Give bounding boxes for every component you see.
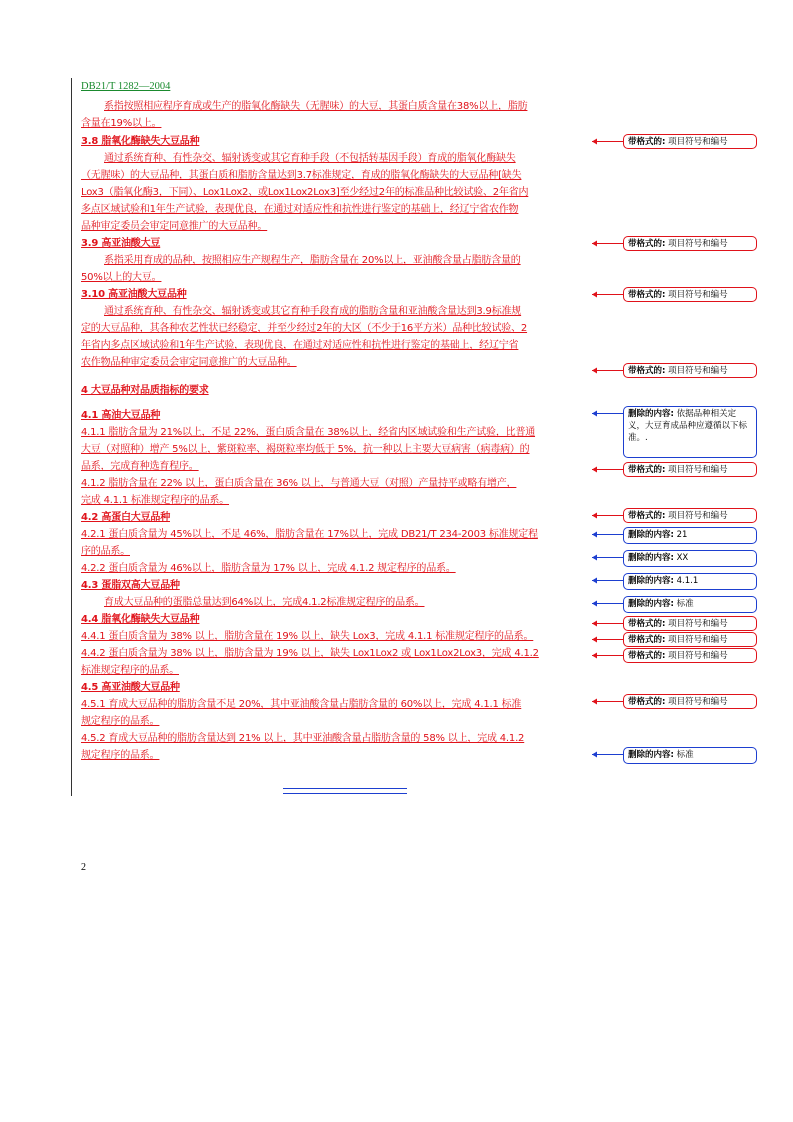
comment-value: 项目符号和编号	[665, 619, 728, 629]
comment-label: 删除的内容:	[628, 553, 674, 563]
comment-value: 项目符号和编号	[665, 239, 728, 249]
body-text-line: Lox3（脂氧化酶3，下同）、Lox1Lox2、或Lox1Lox2Lox3]至少经过2年的标准品种比较试验、2年省内	[81, 187, 529, 198]
body-text-line: 标准规定程序的品系。	[81, 665, 179, 676]
connector-arrowhead	[592, 555, 597, 561]
comment-label: 带格式的:	[628, 239, 666, 249]
footer-rule	[283, 788, 407, 794]
connector-arrowhead	[592, 411, 597, 417]
comment-label: 删除的内容:	[628, 750, 674, 760]
body-text-line: 系指按照相应程序育成或生产的脂氧化酶缺失（无腥味）的大豆，其蛋白质含量在38%以上，脂肪	[104, 101, 528, 112]
body-text-line: 4.1.1 脂肪含量为 21%以上，不足 22%，蛋白质含量在 38%以上，经省内区域试验和生产试验，比普通	[81, 427, 536, 438]
section-heading: 4.1 高油大豆品种	[81, 410, 161, 421]
section-heading: 3.8 脂氧化酶缺失大豆品种	[81, 136, 200, 147]
body-text-line: 完成 4.1.1 标准规定程序的品系。	[81, 495, 230, 506]
comment-value: 项目符号和编号	[665, 290, 728, 300]
comment-label: 带格式的:	[628, 511, 666, 521]
body-text-line: 4.2.2 蛋白质含量为 46%以上，脂肪含量为 17% 以上，完成 4.1.2 规定程序的品系。	[81, 563, 456, 574]
connector-arrowhead	[592, 699, 597, 705]
comment-value: 项目符号和编号	[665, 137, 728, 147]
comment-label: 删除的内容:	[628, 409, 674, 419]
body-text-line: 多点区域试验和1年生产试验，表现优良，在通过对适应性和抗性进行鉴定的基础上，经辽宁省农作物	[81, 204, 519, 215]
section-heading: 4.4 脂氧化酶缺失大豆品种	[81, 614, 200, 625]
comment-label: 带格式的:	[628, 619, 666, 629]
connector-arrowhead	[592, 621, 597, 627]
comment-value: 标准	[673, 750, 694, 760]
connector-arrowhead	[592, 578, 597, 584]
body-text-line: 大豆（对照种）增产 5%以上，紫斑粒率、褐斑粒率均低于 5%，抗一种以上主要大豆病害（病毒病）的	[81, 444, 530, 455]
body-text-line: 4.5.2 育成大豆品种的脂肪含量达到 21% 以上，其中亚油酸含量占脂肪含量的 58% 以上，完成 4.1.2	[81, 733, 525, 744]
connector-arrowhead	[592, 139, 597, 145]
comment-label: 带格式的:	[628, 465, 666, 475]
body-text-line: 农作物品种审定委员会审定同意推广的大豆品种。	[81, 357, 297, 368]
connector-arrowhead	[592, 601, 597, 607]
connector-arrowhead	[592, 241, 597, 247]
body-text-line: 通过系统育种、有性杂交、辐射诱变或其它育种手段（不包括转基因手段）育成的脂氧化酶缺失	[104, 153, 516, 164]
comment-label: 带格式的:	[628, 651, 666, 661]
connector-arrowhead	[592, 513, 597, 519]
section-heading: 4.2 高蛋白大豆品种	[81, 512, 170, 523]
comment-value: 标准	[673, 599, 694, 609]
comment-value: 21	[673, 530, 688, 540]
body-text-line: 系指采用育成的品种，按照相应生产规程生产，脂肪含量在 20%以上，亚油酸含量占脂肪含量的	[104, 255, 521, 266]
body-text-line: 品系，完成育种选育程序。	[81, 461, 199, 472]
comment-value: XX	[673, 553, 689, 563]
body-text-line: 通过系统育种、有性杂交、辐射诱变或其它育种手段育成的脂肪含量和亚油酸含量达到3.9标准规	[104, 306, 522, 317]
connector-arrowhead	[592, 467, 597, 473]
connector-arrowhead	[592, 752, 597, 758]
comment-label: 带格式的:	[628, 137, 666, 147]
body-text-line: 50%以上的大豆。	[81, 272, 162, 283]
section-heading: 4.5 高亚油酸大豆品种	[81, 682, 180, 693]
comment-value: 4.1.1	[673, 576, 699, 586]
body-text-line: 序的品系。	[81, 546, 130, 557]
body-text-line: 4.4.1 蛋白质含量为 38% 以上，脂肪含量在 19% 以上，缺失 Lox3，完成 4.1.1 标准规定程序的品系。	[81, 631, 534, 642]
body-text-line: 4.2.1 蛋白质含量为 45%以上，不足 46%，脂肪含量在 17%以上，完成 DB21/T 234-2003 标准规定程	[81, 529, 538, 540]
section-heading: 4.3 蛋脂双高大豆品种	[81, 580, 180, 591]
body-text-line: 4.1.2 脂肪含量在 22% 以上，蛋白质含量在 36% 以上，与普通大豆（对照）产量持平或略有增产，	[81, 478, 517, 489]
document-header: DB21/T 1282—2004	[81, 81, 171, 92]
connector-arrowhead	[592, 292, 597, 298]
page-number: 2	[81, 862, 86, 873]
comment-value: 项目符号和编号	[665, 651, 728, 661]
comment-label: 删除的内容:	[628, 599, 674, 609]
body-text-line: 4.4.2 蛋白质含量为 38% 以上，脂肪含量为 19% 以上，缺失 Lox1Lox2 或 Lox1Lox2Lox3，完成 4.1.2	[81, 648, 539, 659]
body-text-line: 育成大豆品种的蛋脂总量达到64%以上，完成4.1.2标准规定程序的品系。	[104, 597, 425, 608]
body-text-line: 规定程序的品系。	[81, 716, 160, 727]
comment-value: 项目符号和编号	[665, 465, 728, 475]
comment-label: 带格式的:	[628, 635, 666, 645]
comment-value: 项目符号和编号	[665, 511, 728, 521]
connector-arrowhead	[592, 637, 597, 643]
body-text-line: 定的大豆品种，其各种农艺性状已经稳定，并至少经过2年的大区（不少于16平方米）品种比较试验、2	[81, 323, 528, 334]
body-text-line: 规定程序的品系。	[81, 750, 160, 761]
comment-label: 删除的内容:	[628, 576, 674, 586]
connector-arrowhead	[592, 368, 597, 374]
comment-value: 依据品种相关定义，大豆育成品种应遵循以下标准。.	[628, 409, 748, 443]
comment-label: 带格式的:	[628, 290, 666, 300]
body-text-line: （无腥味）的大豆品种，其蛋白质和脂肪含量达到3.7标准规定，育成的脂氧化酶缺失的大豆品种[缺失	[81, 170, 522, 181]
section-heading: 3.10 高亚油酸大豆品种	[81, 289, 187, 300]
body-text-line: 品种审定委员会审定同意推广的大豆品种。	[81, 221, 268, 232]
section-heading: 3.9 高亚油酸大豆	[81, 238, 161, 249]
comment-value: 项目符号和编号	[665, 697, 728, 707]
connector-arrowhead	[592, 532, 597, 538]
comment-value: 项目符号和编号	[665, 635, 728, 645]
comment-label: 带格式的:	[628, 697, 666, 707]
body-text-line: 含量在19%以上。	[81, 118, 162, 129]
comment-label: 带格式的:	[628, 366, 666, 376]
connector-arrowhead	[592, 653, 597, 659]
comment-label: 删除的内容:	[628, 530, 674, 540]
body-text-line: 年省内多点区域试验和1年生产试验，表现优良，在通过对适应性和抗性进行鉴定的基础上，经辽宁省	[81, 340, 519, 351]
section-heading: 4 大豆品种对品质指标的要求	[81, 385, 209, 396]
body-text-line: 4.5.1 育成大豆品种的脂肪含量不足 20%，其中亚油酸含量占脂肪含量的 60%以上，完成 4.1.1 标准	[81, 699, 522, 710]
comment-value: 项目符号和编号	[665, 366, 728, 376]
